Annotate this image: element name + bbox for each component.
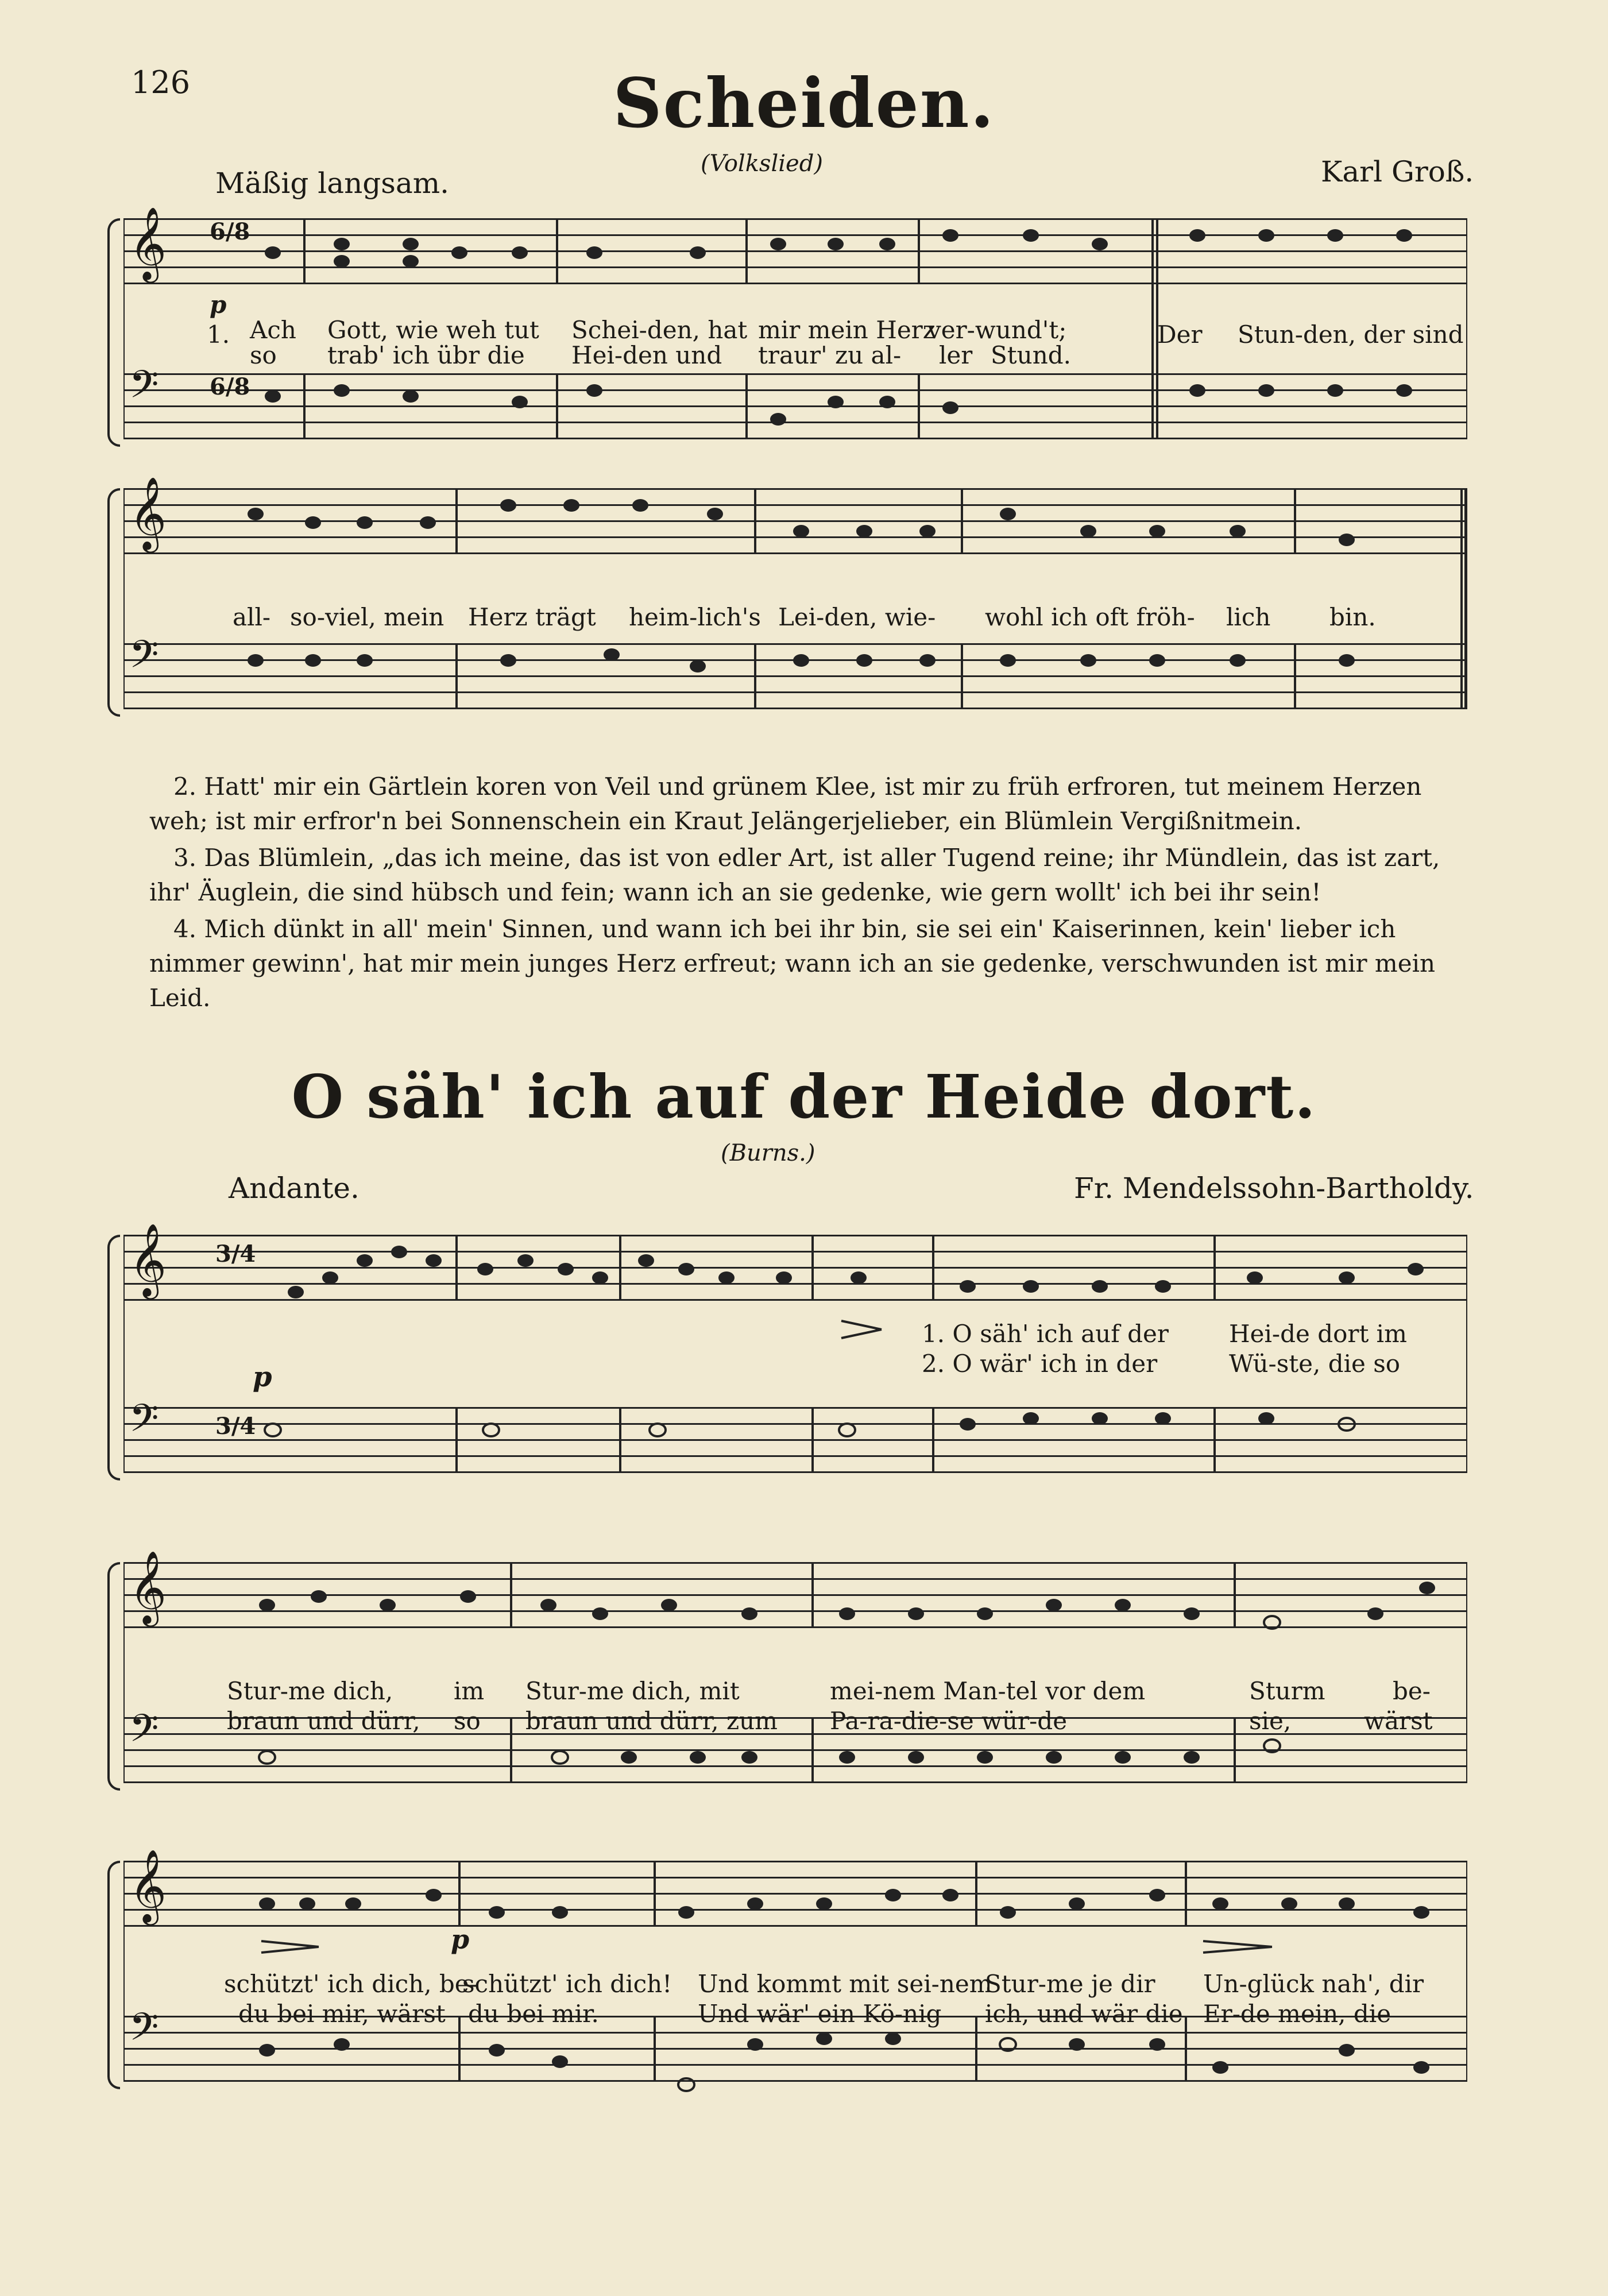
song1-system-1 <box>123 206 1467 459</box>
lyric: braun und dürr, <box>227 1707 420 1735</box>
lyric: du bei mir. <box>468 2000 599 2028</box>
treble-clef-icon: 𝄞 <box>129 1550 167 1624</box>
dynamic-marking: p <box>210 291 227 319</box>
song2-composer: Fr. Mendelssohn-Bartholdy. <box>1074 1172 1474 1205</box>
lyric: Der <box>1157 320 1203 349</box>
bass-clef-icon: 𝄢 <box>129 1706 159 1760</box>
lyric: ich, und wär die <box>985 2000 1183 2028</box>
lyric: Ach <box>250 316 296 344</box>
system-brace <box>107 1562 120 1791</box>
lyric: schützt' ich dich! <box>462 1970 672 1998</box>
song2-subtitle: (Burns.) <box>721 1140 815 1166</box>
lyric: Stund. <box>991 341 1071 369</box>
song1-tempo: Mäßig langsam. <box>215 167 450 200</box>
treble-clef-icon: 𝄞 <box>129 206 167 280</box>
notation-graphics <box>123 218 1467 459</box>
lyric: all- <box>233 603 271 631</box>
lyric: be- <box>1393 1677 1431 1705</box>
lyric: mei-nem Man-tel vor dem <box>830 1677 1146 1705</box>
lyric: heim-lich's <box>629 603 761 631</box>
lyric: Stur-me dich, mit <box>525 1677 740 1705</box>
lyric: bin. <box>1329 603 1376 631</box>
lyric: schützt' ich dich, be- <box>224 1970 477 1998</box>
song2-system-3 <box>123 1849 1467 2148</box>
lyric: traur' zu al- <box>758 341 902 369</box>
lyric: Er-de mein, die <box>1203 2000 1391 2028</box>
lyric: 1. O säh' ich auf der <box>922 1320 1169 1348</box>
song1-subtitle: (Volkslied) <box>701 150 823 177</box>
lyric: Pa-ra-die-se wür-de <box>830 1707 1068 1735</box>
time-signature: 6/8 <box>210 218 250 245</box>
lyric: so <box>250 341 277 369</box>
system-brace <box>107 1235 120 1481</box>
additional-verses <box>149 770 1470 1018</box>
lyric: Stur-me je dir <box>985 1970 1155 1998</box>
lyric: du bei mir, wärst <box>238 2000 446 2028</box>
lyric: ler <box>939 341 973 369</box>
lyric: im <box>454 1677 485 1705</box>
song1-system-2 <box>123 476 1467 729</box>
bass-clef-icon: 𝄢 <box>129 2005 159 2058</box>
lyric: Und wär' ein Kö-nig <box>698 2000 942 2028</box>
song1-title: Scheiden. <box>613 63 995 143</box>
song2-title: O säh' ich auf der Heide dort. <box>291 1061 1317 1132</box>
system-brace <box>107 488 120 717</box>
notation-graphics <box>123 1562 1467 1803</box>
bass-clef-icon: 𝄢 <box>129 1396 159 1450</box>
verse-number: 1. <box>207 320 230 349</box>
lyric: Stun-den, der sind <box>1238 320 1464 349</box>
lyric: Sturm <box>1249 1677 1325 1705</box>
treble-clef-icon: 𝄞 <box>129 476 167 550</box>
verse-4: 4. Mich dünkt in all' mein' Sinnen, und wann ich bei ihr bin, sie sei ein' Kaiserinnen, kein' lieber ich nimmer gewinn', hat mir mein junges Herz erfreut; wann ich an sie gedenke, verschwunden ist mir mein Leid. <box>149 915 1436 1012</box>
lyric: Hei-den und <box>571 341 722 369</box>
lyric: so-viel, mein <box>290 603 444 631</box>
lyric: Gott, wie weh tut <box>327 316 539 344</box>
lyric: trab' ich übr die <box>327 341 525 369</box>
notation-graphics <box>123 1861 1467 2148</box>
song2-tempo: Andante. <box>229 1172 360 1205</box>
lyric: Stur-me dich, <box>227 1677 393 1705</box>
system-brace <box>107 1861 120 2089</box>
treble-clef-icon: 𝄞 <box>129 1223 167 1296</box>
treble-clef-icon: 𝄞 <box>129 1849 167 1922</box>
bass-clef-icon: 𝄢 <box>129 362 159 416</box>
dynamic-marking: p <box>253 1361 272 1393</box>
system-brace <box>107 218 120 447</box>
dynamic-marking: p <box>451 1924 470 1955</box>
lyric: Un-glück nah', dir <box>1203 1970 1424 1998</box>
notation-graphics <box>123 1235 1467 1499</box>
song2-system-2 <box>123 1550 1467 1803</box>
lyric: Und kommt mit sei-nem <box>698 1970 992 1998</box>
time-signature-bass: 6/8 <box>210 373 250 400</box>
lyric: so <box>454 1707 481 1735</box>
bass-clef-icon: 𝄢 <box>129 632 159 686</box>
lyric: Schei-den, hat <box>571 316 748 344</box>
lyric: Lei-den, wie- <box>778 603 936 631</box>
lyric: sie, <box>1249 1707 1292 1735</box>
verse-3: 3. Das Blümlein, „das ich meine, das ist von edler Art, ist aller Tugend reine; ihr Mündlein, das ist zart, ihr' Äuglein, die sind hübsch und fein; wann ich an sie gedenke, wie gern wollt' ich bei ihr sein! <box>149 844 1440 906</box>
lyric: Herz trägt <box>468 603 596 631</box>
lyric: Hei-de dort im <box>1229 1320 1407 1348</box>
verse-2: 2. Hatt' mir ein Gärtlein koren von Veil und grünem Klee, ist mir zu früh erfroren, tut meinem Herzen weh; ist mir erfror'n bei Sonnenschein ein Kraut Jelängerjelieber, ein Blümlein Vergißnitmein. <box>149 772 1422 835</box>
time-signature-bass: 3/4 <box>215 1413 256 1440</box>
song2-system-1 <box>123 1223 1467 1499</box>
lyric: wärst <box>1364 1707 1433 1735</box>
lyric: Wü-ste, die so <box>1229 1350 1401 1378</box>
lyric: ver-wund't; <box>927 316 1067 344</box>
song1-composer: Karl Groß. <box>1321 155 1474 188</box>
lyric: mir mein Herz <box>758 316 936 344</box>
notation-graphics <box>123 488 1467 729</box>
time-signature: 3/4 <box>215 1240 256 1267</box>
lyric: braun und dürr, zum <box>525 1707 778 1735</box>
lyric: 2. O wär' ich in der <box>922 1350 1158 1378</box>
lyric: wohl ich oft fröh- <box>985 603 1195 631</box>
lyric: lich <box>1226 603 1271 631</box>
page-number: 126 <box>131 64 191 101</box>
